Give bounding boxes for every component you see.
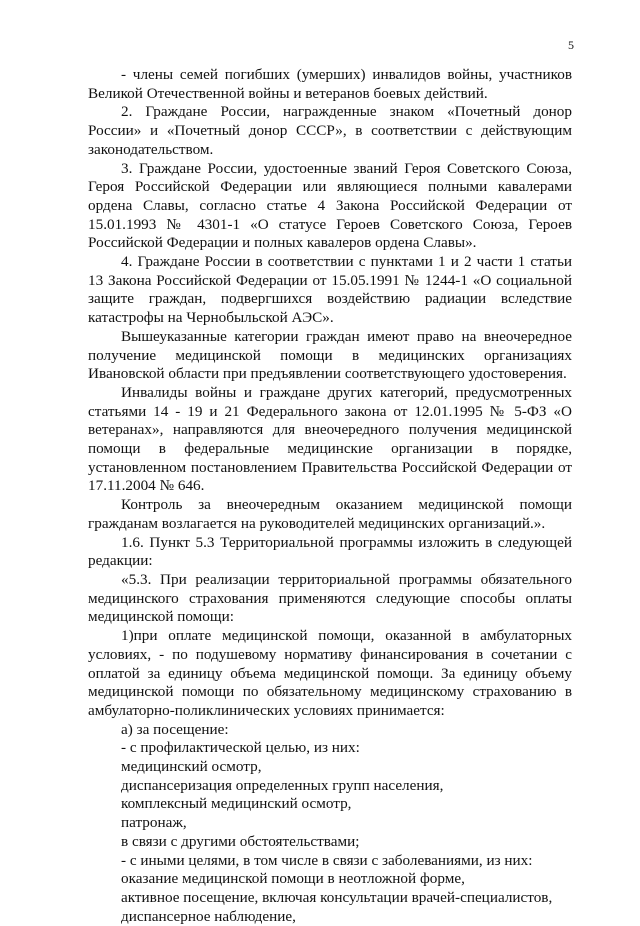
paragraph-priority-right: Вышеуказанные категории граждан имеют право на внеочередное получение медицинской помощи в медицинских организациях Ивановской области при предъявлении соответствующего удостоверения.	[88, 327, 572, 383]
page-number: 5	[568, 38, 574, 52]
list-item: оказание медицинской помощи в неотложной форме,	[121, 870, 465, 888]
visit-type-list	[88, 721, 572, 926]
list-item: а) за посещение:	[121, 720, 229, 738]
document-body	[88, 66, 572, 926]
paragraph-honorary-donors: 2. Граждане России, награжденные знаком «Почетный донор России» и «Почетный донор СССР», в соответствии с действующим законодательством.	[88, 103, 572, 158]
paragraph-item-1-6: 1.6. Пункт 5.3 Территориальной программы изложить в следующей редакции:	[88, 533, 572, 570]
paragraph-heroes: 3. Граждане России, удостоенные званий Героя Советского Союза, Героя Российской Федерации или являющиеся полными кавалерами ордена Славы, согласно статье 4 Закона Российской Федерации от 15.01.1993 № 4301-1 «О статусе Героев Советского Союза, Героев Российской Федерации и полных кавалеров ордена Славы».	[88, 159, 572, 252]
paragraph-outpatient-payment: 1)при оплате медицинской помощи, оказанной в амбулаторных условиях, - по подушевому нормативу финансирования в сочетании с оплатой за единицу объема медицинской помощи. За единицу объему медицинской помощи по обязательному медицинскому страхованию в амбулаторно-поликлинических условиях принимается:	[88, 627, 572, 719]
list-item: комплексный медицинский осмотр,	[121, 795, 352, 813]
paragraph-item-5-3: «5.3. При реализации территориальной программы обязательного медицинского страхования применяются следующие способы оплаты медицинской помощи:	[88, 570, 572, 626]
list-item: в связи с другими обстоятельствами;	[121, 832, 360, 850]
list-item: медицинский осмотр,	[121, 758, 262, 776]
list-item: диспансерное наблюдение,	[121, 907, 296, 925]
list-item: активное посещение, включая консультации врачей-специалистов,	[121, 888, 553, 906]
list-item: диспансеризация определенных групп населения,	[121, 776, 444, 794]
paragraph-chernobyl: 4. Граждане России в соответствии с пунктами 1 и 2 части 1 статьи 13 Закона Российской Федерации от 15.05.1991 № 1244-1 «О социальной защите граждан, подвергшихся воздействию радиации вследствие катастрофы на Чернобыльской АЭС».	[88, 253, 572, 327]
paragraph-control: Контроль за внеочередным оказанием медицинской помощи гражданам возлагается на руководителей медицинских организаций.».	[88, 496, 572, 532]
list-item: - с профилактической целью, из них:	[121, 739, 360, 757]
paragraph-war-invalids: Инвалиды войны и граждане других категорий, предусмотренных статьями 14 - 19 и 21 Федерального закона от 12.01.1995 № 5-ФЗ «О ветеранах», направляются для внеочередного получения медицинской помощи в федеральные медицинские организации в порядке, установленном постановлением Правительства Российской Федерации от 17.11.2004 № 646.	[88, 383, 572, 495]
list-item: патронаж,	[121, 814, 187, 832]
paragraph-family-members: - члены семей погибших (умерших) инвалидов войны, участников Великой Отечественной войны и ветеранов боевых действий.	[88, 66, 572, 102]
list-item: - с иными целями, в том числе в связи с заболеваниями, из них:	[121, 851, 533, 869]
